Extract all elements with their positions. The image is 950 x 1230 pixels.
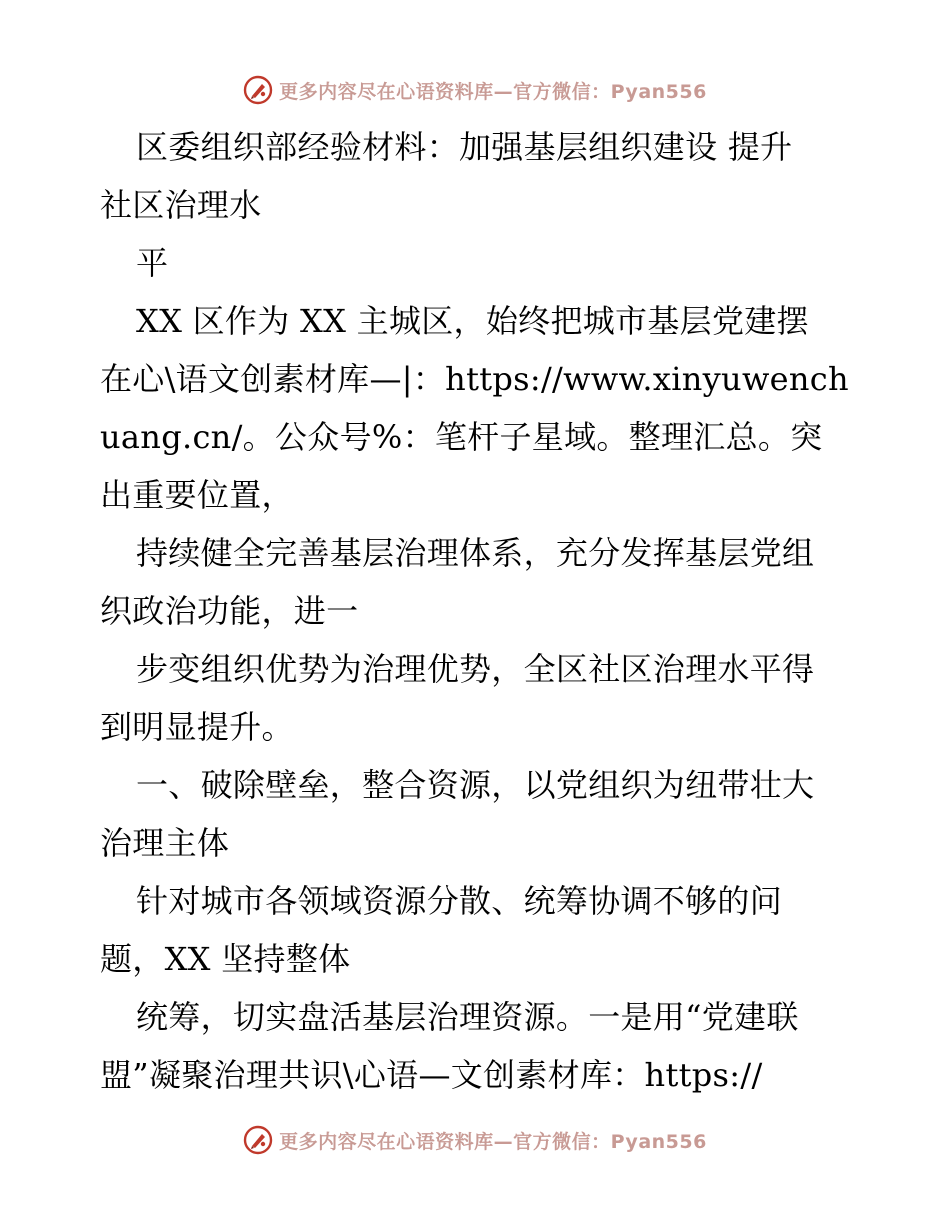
text-line: 到明显提升。 <box>100 708 294 746</box>
text-line: 题，XX 坚持整体 <box>100 940 351 978</box>
footer-watermark <box>0 1120 950 1160</box>
text-line: 步变组织优势为治理优势，全区社区治理水平得 <box>136 650 815 688</box>
text-line: 盟”凝聚治理共识\心语—文创素材库：https:// <box>100 1056 763 1094</box>
text-line: 一、破除壁垒，整合资源，以党组织为纽带壮大 <box>136 766 815 804</box>
text-line: 治理主体 <box>100 824 230 862</box>
text-line: 持续健全完善基层治理体系，充分发挥基层党组 <box>136 534 815 572</box>
text-line: 区委组织部经验材料：加强基层组织建设 提升 <box>136 128 793 166</box>
text-line: 针对城市各领域资源分散、统筹协调不够的问 <box>136 882 783 920</box>
text-line: 统筹，切实盘活基层治理资源。一是用“党建联 <box>136 998 799 1036</box>
brand-logo-icon <box>243 1125 273 1155</box>
brand-logo-icon <box>243 75 273 105</box>
text-line: 平 <box>136 244 169 282</box>
text-line: 织政治功能，进一 <box>100 592 359 630</box>
text-line: 社区治理水 <box>100 186 262 224</box>
text-line: 出重要位置， <box>100 476 294 514</box>
document-body <box>100 118 852 1104</box>
text-line: uang.cn/。公众号%：笔杆子星域。整理汇总。突 <box>100 418 823 456</box>
text-line: 在心\语文创素材库—|：https://www.xinyuwench <box>100 360 849 398</box>
footer-watermark-text: 更多内容尽在心语资料库—官方微信：Pyan556 <box>279 1130 707 1153</box>
text-line: XX 区作为 XX 主城区，始终把城市基层党建摆 <box>136 302 809 340</box>
header-watermark-text: 更多内容尽在心语资料库—官方微信：Pyan556 <box>279 80 707 103</box>
header-watermark <box>0 70 950 110</box>
